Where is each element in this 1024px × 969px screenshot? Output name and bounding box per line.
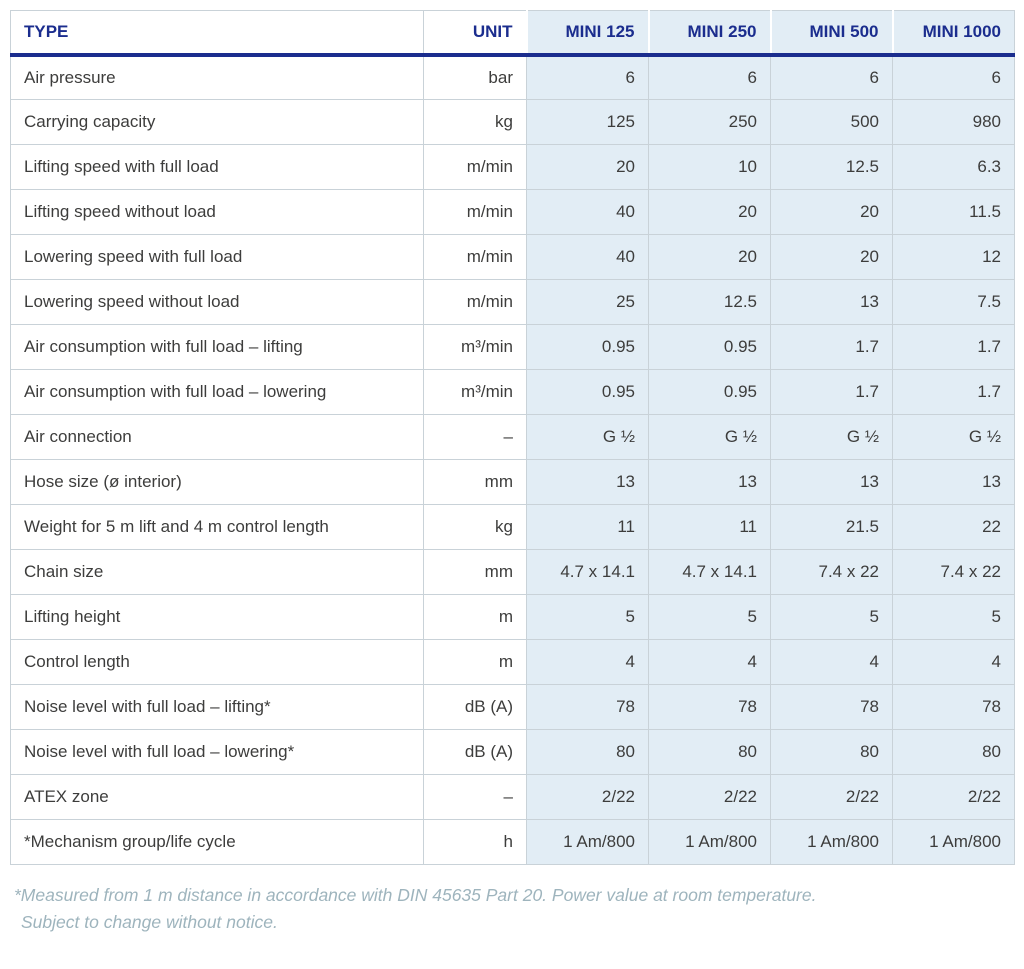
footnote-line-2: Subject to change without notice. bbox=[21, 912, 278, 932]
row-value: 6 bbox=[771, 55, 893, 100]
row-value: 11.5 bbox=[893, 190, 1015, 235]
row-value: 4 bbox=[893, 640, 1015, 685]
row-unit: m bbox=[424, 595, 527, 640]
row-value: 2/22 bbox=[771, 775, 893, 820]
row-value: G ½ bbox=[649, 415, 771, 460]
row-value: 1 Am/800 bbox=[527, 820, 649, 865]
row-value: 5 bbox=[649, 595, 771, 640]
row-value: 20 bbox=[649, 235, 771, 280]
row-value: 12.5 bbox=[649, 280, 771, 325]
table-row bbox=[11, 235, 1015, 280]
row-value: 7.4 x 22 bbox=[893, 550, 1015, 595]
header-row bbox=[11, 11, 1015, 55]
row-value: 4 bbox=[527, 640, 649, 685]
row-value: 78 bbox=[527, 685, 649, 730]
table-row bbox=[11, 415, 1015, 460]
row-label: Noise level with full load – lowering* bbox=[11, 730, 424, 775]
row-label: *Mechanism group/life cycle bbox=[11, 820, 424, 865]
row-label: Lifting height bbox=[11, 595, 424, 640]
spec-table bbox=[10, 10, 1015, 865]
row-unit: m³/min bbox=[424, 325, 527, 370]
row-value: 500 bbox=[771, 100, 893, 145]
table-row bbox=[11, 460, 1015, 505]
row-unit: bar bbox=[424, 55, 527, 100]
row-value: 1 Am/800 bbox=[771, 820, 893, 865]
row-value: G ½ bbox=[893, 415, 1015, 460]
table-row bbox=[11, 325, 1015, 370]
row-unit: m bbox=[424, 640, 527, 685]
row-value: 0.95 bbox=[527, 325, 649, 370]
spec-table-body bbox=[11, 55, 1015, 865]
row-value: 40 bbox=[527, 190, 649, 235]
table-row bbox=[11, 280, 1015, 325]
row-label: Air consumption with full load – lifting bbox=[11, 325, 424, 370]
row-value: 1.7 bbox=[893, 370, 1015, 415]
row-value: 80 bbox=[649, 730, 771, 775]
row-label: Lowering speed without load bbox=[11, 280, 424, 325]
row-value: 21.5 bbox=[771, 505, 893, 550]
row-value: 1.7 bbox=[771, 370, 893, 415]
row-value: 2/22 bbox=[527, 775, 649, 820]
row-value: 78 bbox=[893, 685, 1015, 730]
row-value: 2/22 bbox=[649, 775, 771, 820]
row-label: Lifting speed with full load bbox=[11, 145, 424, 190]
row-value: 20 bbox=[527, 145, 649, 190]
column-header-mini-1000: MINI 1000 bbox=[893, 11, 1015, 55]
row-value: 12 bbox=[893, 235, 1015, 280]
row-value: 1 Am/800 bbox=[649, 820, 771, 865]
row-value: G ½ bbox=[527, 415, 649, 460]
row-value: 1.7 bbox=[893, 325, 1015, 370]
row-label: Air connection bbox=[11, 415, 424, 460]
table-row bbox=[11, 730, 1015, 775]
column-header-mini-500: MINI 500 bbox=[771, 11, 893, 55]
row-value: 2/22 bbox=[893, 775, 1015, 820]
column-header-type: TYPE bbox=[11, 11, 424, 55]
row-unit: m³/min bbox=[424, 370, 527, 415]
row-value: 1 Am/800 bbox=[893, 820, 1015, 865]
row-label: Lifting speed without load bbox=[11, 190, 424, 235]
row-value: 5 bbox=[771, 595, 893, 640]
footnote-line-1: *Measured from 1 m distance in accordance with DIN 45635 Part 20. Power value at room temperature. bbox=[14, 885, 817, 905]
row-unit: m/min bbox=[424, 145, 527, 190]
row-value: 4 bbox=[771, 640, 893, 685]
row-value: 5 bbox=[893, 595, 1015, 640]
row-value: 22 bbox=[893, 505, 1015, 550]
row-value: 13 bbox=[649, 460, 771, 505]
row-value: 7.4 x 22 bbox=[771, 550, 893, 595]
table-row bbox=[11, 505, 1015, 550]
row-value: 4.7 x 14.1 bbox=[649, 550, 771, 595]
row-value: 80 bbox=[893, 730, 1015, 775]
row-unit: m/min bbox=[424, 280, 527, 325]
row-value: 13 bbox=[893, 460, 1015, 505]
row-unit: dB (A) bbox=[424, 685, 527, 730]
row-unit: kg bbox=[424, 100, 527, 145]
row-value: 13 bbox=[771, 280, 893, 325]
row-label: Lowering speed with full load bbox=[11, 235, 424, 280]
row-value: 6 bbox=[893, 55, 1015, 100]
row-value: 0.95 bbox=[649, 325, 771, 370]
row-label: Chain size bbox=[11, 550, 424, 595]
table-row bbox=[11, 775, 1015, 820]
table-row bbox=[11, 190, 1015, 235]
row-label: Air pressure bbox=[11, 55, 424, 100]
row-unit: dB (A) bbox=[424, 730, 527, 775]
row-value: 13 bbox=[771, 460, 893, 505]
row-value: 7.5 bbox=[893, 280, 1015, 325]
table-row bbox=[11, 55, 1015, 100]
table-row bbox=[11, 595, 1015, 640]
row-label: Hose size (ø interior) bbox=[11, 460, 424, 505]
row-value: 6.3 bbox=[893, 145, 1015, 190]
row-value: 0.95 bbox=[527, 370, 649, 415]
row-value: 6 bbox=[649, 55, 771, 100]
row-value: 4 bbox=[649, 640, 771, 685]
spec-table-header bbox=[11, 11, 1015, 55]
row-unit: mm bbox=[424, 550, 527, 595]
row-value: 11 bbox=[649, 505, 771, 550]
row-value: 4.7 x 14.1 bbox=[527, 550, 649, 595]
column-header-unit: UNIT bbox=[424, 11, 527, 55]
row-label: Air consumption with full load – lowering bbox=[11, 370, 424, 415]
row-value: 125 bbox=[527, 100, 649, 145]
row-label: ATEX zone bbox=[11, 775, 424, 820]
row-value: 10 bbox=[649, 145, 771, 190]
table-row bbox=[11, 820, 1015, 865]
row-unit: m/min bbox=[424, 235, 527, 280]
row-value: 12.5 bbox=[771, 145, 893, 190]
row-value: 80 bbox=[771, 730, 893, 775]
row-value: 20 bbox=[649, 190, 771, 235]
table-row bbox=[11, 370, 1015, 415]
row-value: 80 bbox=[527, 730, 649, 775]
row-value: 1.7 bbox=[771, 325, 893, 370]
table-row bbox=[11, 145, 1015, 190]
table-row bbox=[11, 550, 1015, 595]
row-value: 250 bbox=[649, 100, 771, 145]
row-value: 5 bbox=[527, 595, 649, 640]
row-value: 78 bbox=[649, 685, 771, 730]
row-unit: m/min bbox=[424, 190, 527, 235]
row-value: 13 bbox=[527, 460, 649, 505]
table-row bbox=[11, 640, 1015, 685]
row-value: 11 bbox=[527, 505, 649, 550]
row-value: 20 bbox=[771, 190, 893, 235]
table-row bbox=[11, 685, 1015, 730]
row-unit: – bbox=[424, 775, 527, 820]
row-label: Carrying capacity bbox=[11, 100, 424, 145]
row-value: 78 bbox=[771, 685, 893, 730]
row-value: 40 bbox=[527, 235, 649, 280]
row-unit: – bbox=[424, 415, 527, 460]
row-value: 20 bbox=[771, 235, 893, 280]
row-label: Control length bbox=[11, 640, 424, 685]
row-unit: mm bbox=[424, 460, 527, 505]
column-header-mini-250: MINI 250 bbox=[649, 11, 771, 55]
row-value: 25 bbox=[527, 280, 649, 325]
column-header-mini-125: MINI 125 bbox=[527, 11, 649, 55]
row-unit: h bbox=[424, 820, 527, 865]
row-value: 980 bbox=[893, 100, 1015, 145]
row-label: Noise level with full load – lifting* bbox=[11, 685, 424, 730]
row-value: 6 bbox=[527, 55, 649, 100]
row-value: G ½ bbox=[771, 415, 893, 460]
row-value: 0.95 bbox=[649, 370, 771, 415]
row-unit: kg bbox=[424, 505, 527, 550]
row-label: Weight for 5 m lift and 4 m control length bbox=[11, 505, 424, 550]
footnote bbox=[10, 882, 1014, 936]
table-row bbox=[11, 100, 1015, 145]
